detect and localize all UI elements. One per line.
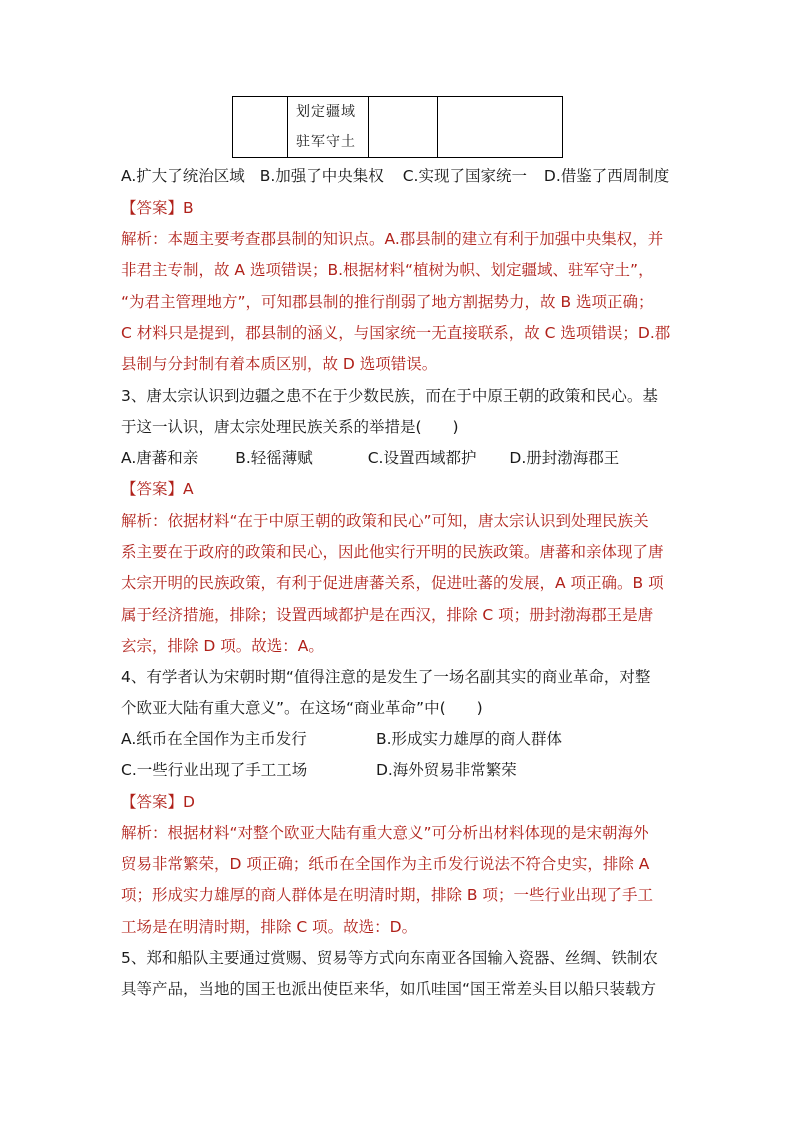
table-cell-territory [288,97,369,158]
q2-analysis-line: C 材料只是提到，郡县制的涵义，与国家统一无直接联系，故 C 选项错误；D.郡 [121,324,671,342]
table-cell [369,97,438,158]
q3-options [121,448,619,468]
table-fragment [232,96,563,158]
option: C.一些行业出现了手工工场 [121,761,308,779]
q4-options-row [121,729,562,749]
q3-analysis-line: 属于经济措施，排除；设置西域都护是在西汉，排除 C 项；册封渤海郡王是唐 [121,606,654,624]
q3-analysis-line: 系主要在于政府的政策和民心，因此他实行开明的民族政策。唐蕃和亲体现了唐 [121,543,664,561]
q2-answer: 【答案】B [121,199,194,217]
table-cell-line: 划定疆域 [296,104,356,120]
q4-analysis-line: 工场是在明清时期，排除 C 项。故选：D。 [121,918,418,936]
q2-analysis-line: 解析：本题主要考查郡县制的知识点。A.郡县制的建立有利于加强中央集权，并 [121,230,664,248]
option: D.借鉴了西周制度 [543,167,670,185]
q2-options [121,166,669,186]
option: D.册封渤海郡王 [509,449,620,467]
q3-analysis-line: 玄宗，排除 D 项。故选：A。 [121,637,324,655]
option: C.实现了国家统一 [402,167,527,185]
q4-analysis-line: 贸易非常繁荣，D 项正确；纸币在全国作为主币发行说法不符合史实，排除 A [121,855,650,873]
option: C.设置西域都护 [367,449,477,467]
q3-analysis-line: 太宗开明的民族政策，有利于促进唐蕃关系，促进吐蕃的发展，A 项正确。B 项 [121,574,664,592]
option: B.加强了中央集权 [259,167,384,185]
q5-stem-line: 具等产品，当地的国王也派出使臣来华，如爪哇国“国王常差头目以船只装载方 [121,980,657,998]
q4-analysis-line: 项；形成实力雄厚的商人群体是在明清时期，排除 B 项；一些行业出现了手工 [121,886,653,904]
q2-analysis-line: “为君主管理地方”，可知郡县制的推行削弱了地方割据势力，故 B 选项正确； [121,293,654,311]
option: A.纸币在全国作为主币发行 [121,730,307,748]
table-cell [438,97,563,158]
q2-analysis-line: 非君主专制，故 A 选项错误；B.根据材料“植树为帜、划定疆域、驻军守土”， [121,261,654,279]
option: B.形成实力雄厚的商人群体 [375,730,562,748]
q4-analysis-line: 解析：根据材料“对整个欧亚大陆有重大意义”可分析出材料体现的是宋朝海外 [121,824,649,842]
q4-stem-line: 个欧亚大陆有重大意义”。在这场“商业革命”中( ) [121,699,483,717]
option: B.轻徭薄赋 [235,449,313,467]
table-cell [233,97,288,158]
q3-stem-line: 3、唐太宗认识到边疆之患不在于少数民族，而在于中原王朝的政策和民心。基 [121,387,658,405]
option: A.唐蕃和亲 [121,449,199,467]
q4-answer: 【答案】D [121,793,195,811]
table-cell-line: 驻军守土 [296,134,356,150]
q3-stem-line: 于这一认识，唐太宗处理民族关系的举措是( ) [121,418,459,436]
q3-answer: 【答案】A [121,480,194,498]
q4-options-row [121,760,517,780]
q2-analysis-line: 县制与分封制有着本质区别，故 D 选项错误。 [121,355,438,373]
q5-stem-line: 5、郑和船队主要通过赏赐、贸易等方式向东南亚各国输入瓷器、丝绸、铁制农 [121,949,658,967]
option: D.海外贸易非常繁荣 [375,761,517,779]
q3-analysis-line: 解析：依据材料“在于中原王朝的政策和民心”可知，唐太宗认识到处理民族关 [121,512,649,530]
option: A.扩大了统治区域 [121,167,245,185]
q4-stem-line: 4、有学者认为宋朝时期“值得注意的是发生了一场名副其实的商业革命，对整 [121,668,651,686]
